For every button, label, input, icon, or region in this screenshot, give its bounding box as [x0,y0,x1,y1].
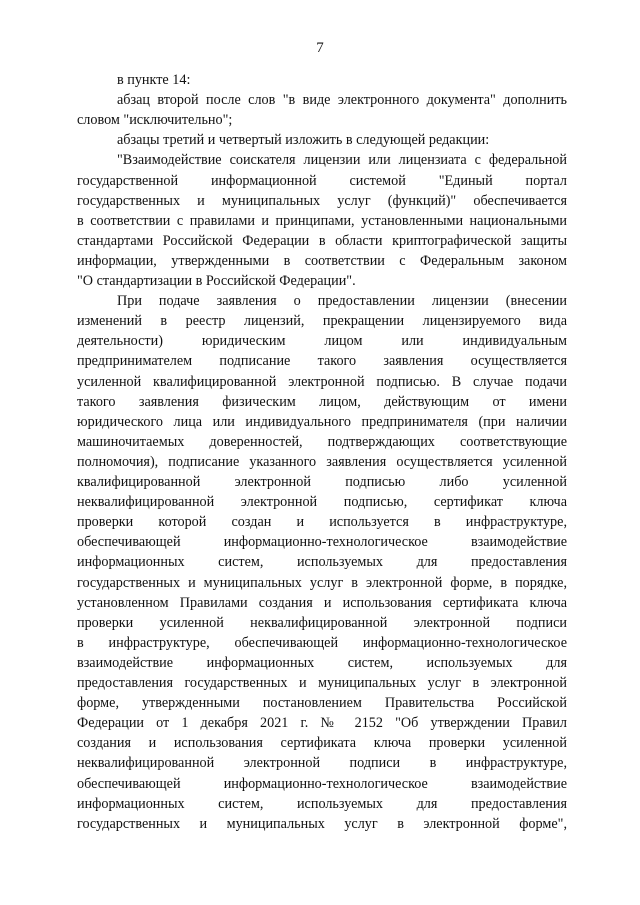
text-line: информационных систем, используемых для предоставления [77,795,567,812]
text-line: в пункте 14: [117,72,191,88]
text-line: словом "исключительно"; [77,112,233,129]
text-line: форме, утвержденными постановлением Правительства Российской [77,695,567,712]
text-line: юридического лица или индивидуального предпринимателя (при наличии [77,413,567,430]
text-line: такого заявления физическим лицом, действующим от имени [77,393,567,410]
text-line: машиночитаемых доверенностей, подтверждающих соответствующие [77,433,567,450]
text-line: неквалифицированной электронной подписи в инфраструктуре, [77,755,567,772]
text-line: предоставления государственных и муниципальных услуг в электронной [77,675,567,691]
text-line: абзац второй после слов "в виде электронного документа" дополнить [117,92,567,109]
text-line: "О стандартизации в Российской Федерации". [77,273,356,289]
text-line: обеспечивающей информационно-технологическое взаимодействие [77,775,567,792]
text-line: государственных и муниципальных услуг (функций)" обеспечивается [77,192,567,209]
page-number: 7 [316,40,324,56]
text-line: предпринимателем подписание такого заявления осуществляется [77,353,567,370]
text-line: При подаче заявления о предоставлении лицензии (внесении [117,293,567,310]
text-line: создания и использования сертификата ключа проверки усиленной [77,735,567,752]
text-line: Федерации от 1 декабря 2021 г. № 2152 "Об утверждении Правил [77,715,567,732]
text-line: в инфраструктуре, обеспечивающей информационно-технологическое [77,634,567,651]
text-line: государственных и муниципальных услуг в электронной форме, в порядке, [77,574,567,591]
text-line: полномочия), подписание указанного заявления осуществляется усиленной [77,453,567,470]
text-line: стандартами Российской Федерации в области криптографической защиты [77,232,567,249]
text-line: квалифицированной электронной подписью либо усиленной [77,474,567,490]
text-line: усиленной квалифицированной электронной подписью. В случае подачи [77,373,567,390]
text-line: проверки усиленной неквалифицированной электронной подписи [77,614,567,631]
text-line: государственных и муниципальных услуг в электронной форме", [77,815,567,832]
text-line: деятельности) юридическим лицом или индивидуальным [77,333,567,350]
text-line: информационных систем, используемых для предоставления [77,554,567,571]
text-line: в соответствии с правилами и принципами, установленными национальными [77,212,567,229]
text-line: абзацы третий и четвертый изложить в следующей редакции: [117,132,490,149]
text-line: взаимодействие информационных систем, используемых для [77,654,567,671]
text-line: установленном Правилами создания и использования сертификата ключа [77,594,567,611]
text-line: неквалифицированной электронной подписью, сертификат ключа [77,494,567,511]
text-line: "Взаимодействие соискателя лицензии или лицензиата с федеральной [117,152,567,169]
text-line: государственной информационной системой "Единый портал [77,172,567,189]
text-line: информации, утвержденными в соответствии с Федеральным законом [77,252,567,269]
text-line: изменений в реестр лицензий, прекращении лицензируемого вида [77,313,567,330]
text-line: проверки которой создан и используется в инфраструктуре, [77,514,567,531]
text-line: обеспечивающей информационно-технологическое взаимодействие [77,534,567,551]
